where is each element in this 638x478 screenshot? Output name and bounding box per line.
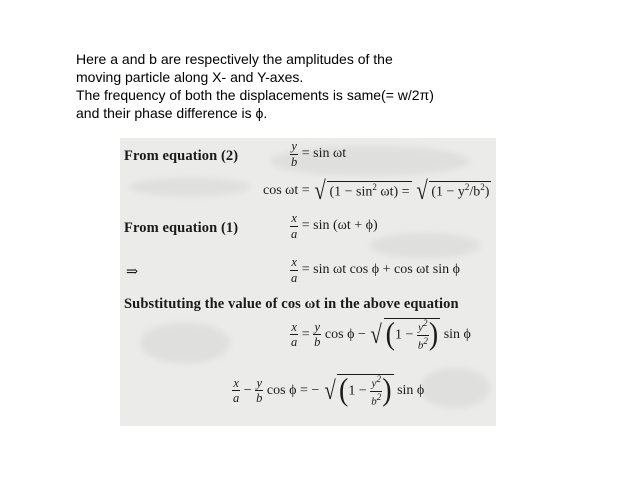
intro-line-1: Here a and b are respectively the amplitudes of the [76,51,393,67]
label-substituting: Substituting the value of cos ωt in the above equation [124,296,459,312]
equation-y-over-b: $\frac{y}{b}$ = sin ωt [291,139,347,169]
equation-final: $\frac{x}{a}$ − $\frac{y}{b}$ cos ϕ = − √ (1 − $\frac{y^2}{b^2}$ ) sin ϕ [233,372,425,409]
intro-text [76,50,546,122]
equation-cos-wt: cos ωt = √ $(1 - \sin^2 \omega t)$ = √ $(1 - y^2/b^2)$ [263,176,490,205]
label-from-equation-2: From equation (2) [124,148,239,164]
equation-x-over-a-expand: $\frac{x}{a}$ = sin ωt cos ϕ + cos ωt sin ϕ [291,255,460,285]
intro-line-3: The frequency of both the displacements is same(= w/2π) [76,87,434,103]
label-from-equation-1: From equation (1) [124,220,239,236]
intro-line-4: and their phase difference is ϕ. [76,105,268,121]
equation-substituted: $\frac{x}{a}$ = $\frac{y}{b}$ cos ϕ − √ (1 − $\frac{y^2}{b^2}$ ) sin ϕ [291,316,471,353]
scanned-equations-image [120,138,496,426]
intro-line-2: moving particle along X- and Y-axes. [76,69,304,85]
equation-x-over-a-sin: $\frac{x}{a}$ = sin (ωt + ϕ) [291,211,378,241]
implies-arrow: ⇒ [126,264,139,280]
